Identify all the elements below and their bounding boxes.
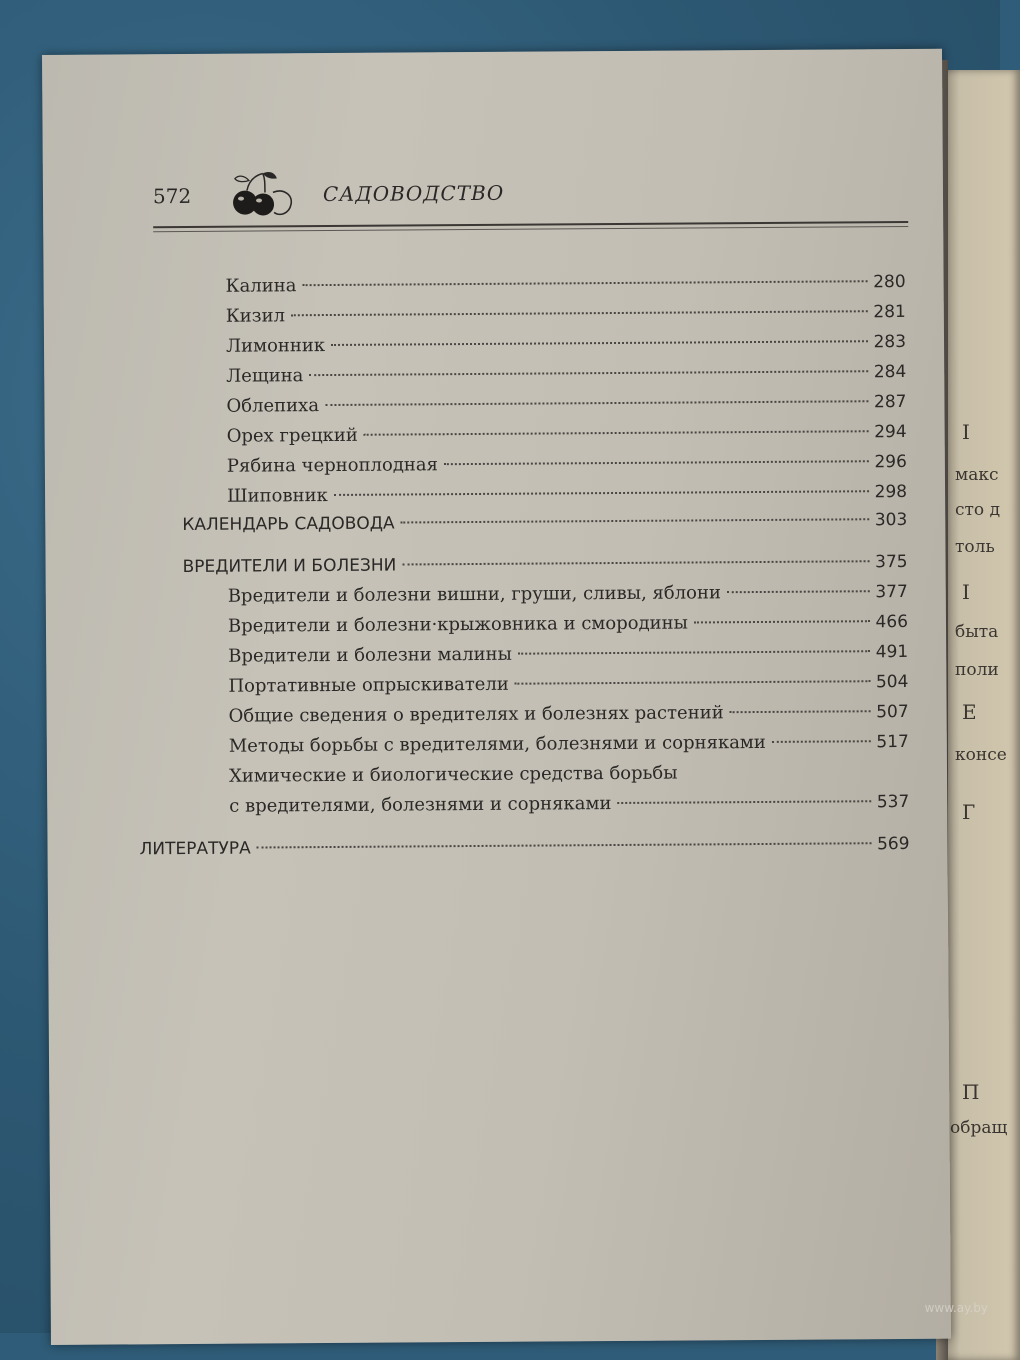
table-of-contents (136, 269, 910, 860)
toc-entry-page: 491 (875, 641, 909, 663)
facing-page-fragment: консе (955, 745, 1007, 765)
toc-entry-label: Вредители и болезни вишни, груши, сливы, яблони (227, 582, 722, 607)
toc-entry-label: Кизил (225, 305, 286, 327)
toc-entry-label: Методы борьбы с вредителями, болезнями и сорняками (228, 731, 766, 757)
facing-page-fragment: макс (955, 465, 999, 485)
watermark: www.ay.by (924, 1301, 988, 1315)
facing-page-fragment: обращ (950, 1118, 1008, 1138)
toc-entry (227, 419, 907, 450)
toc-leader-dots (291, 310, 867, 316)
toc-entry-label: Лимонник (225, 335, 326, 357)
toc-entry-page: 507 (876, 701, 909, 723)
toc-leader-dots (334, 490, 869, 496)
toc-entry (229, 789, 909, 820)
toc-entry (227, 449, 907, 480)
toc-entry-page: 517 (876, 731, 909, 753)
toc-entry-label: Шиповник (227, 485, 328, 507)
toc-entry (228, 639, 908, 670)
toc-leader-dots (617, 800, 870, 804)
toc-entry-page: 377 (875, 581, 908, 603)
toc-entry-page: 283 (873, 331, 907, 353)
toc-entry-page: 504 (875, 671, 909, 693)
toc-entry-label: КАЛЕНДАРЬ САДОВОДА (182, 513, 395, 536)
toc-entry (226, 389, 906, 420)
toc-entry-chapter (182, 549, 907, 580)
toc-entry-label: Рябина черноплодная (226, 454, 439, 477)
toc-leader-dots (694, 620, 870, 623)
toc-entry-page: 281 (873, 301, 906, 323)
toc-entry-label: Лещина (226, 365, 304, 387)
toc-entry-label: с вредителями, болезнями и сорняками (229, 793, 612, 817)
facing-page-fragment: I (962, 420, 970, 444)
toc-entry (226, 269, 906, 300)
toc-entry (229, 729, 909, 760)
toc-entry-label: Орех грецкий (226, 424, 358, 447)
toc-leader-dots (331, 340, 867, 346)
toc-entry (228, 609, 908, 640)
toc-entry-page: 296 (874, 451, 907, 473)
toc-entry-page: 303 (874, 509, 908, 531)
section-title: САДОВОДСТВО (322, 180, 505, 207)
facing-page-fragment: E (962, 700, 977, 724)
toc-entry-page: 375 (875, 551, 908, 573)
toc-entry (226, 359, 906, 390)
toc-leader-dots (401, 518, 869, 523)
toc-leader-dots (515, 680, 870, 684)
toc-entry-page: 569 (877, 833, 910, 855)
facing-page-fragment: поли (955, 660, 999, 680)
toc-leader-dots (325, 400, 868, 406)
toc-entry-label: Портативные опрыскиватели (228, 673, 509, 697)
toc-leader-dots (772, 740, 870, 743)
toc-entry-page: 280 (873, 271, 906, 293)
toc-leader-dots (364, 430, 868, 436)
facing-page-fragment: быта (955, 622, 999, 642)
facing-page-fragment: П (962, 1080, 980, 1104)
toc-entry-chapter (182, 507, 907, 538)
toc-leader-dots (402, 560, 869, 565)
book-page (42, 49, 951, 1345)
toc-leader-dots (302, 280, 867, 286)
facing-page-fragment: толь (955, 537, 995, 557)
toc-leader-dots (309, 370, 867, 376)
toc-entry-page: 537 (876, 791, 910, 813)
toc-entry-page: 466 (875, 611, 909, 633)
toc-entry (228, 669, 908, 700)
toc-entry-page: 284 (873, 361, 907, 383)
toc-entry (227, 479, 907, 510)
facing-page-fragment: Г (962, 800, 976, 824)
facing-page-fragment: I (962, 580, 970, 604)
toc-entry-page: 298 (874, 481, 908, 503)
toc-leader-dots (730, 710, 870, 713)
facing-page (940, 70, 1020, 1360)
toc-entry-label: ВРЕДИТЕЛИ И БОЛЕЗНИ (182, 555, 397, 578)
toc-entry (226, 329, 906, 360)
toc-entry-label-line1: Химические и биологические средства борьбы (228, 762, 678, 787)
toc-leader-dots (727, 590, 869, 593)
toc-entry (226, 299, 906, 330)
toc-leader-dots (518, 650, 870, 654)
toc-entry-label: Вредители и болезни малины (228, 643, 513, 667)
toc-entry (229, 699, 909, 730)
page-number: 572 (152, 183, 192, 209)
toc-entry (228, 579, 908, 610)
cherries-icon (225, 170, 295, 218)
toc-entry-chapter (139, 831, 909, 862)
toc-entry-label: Вредители и болезни·крыжовника и смородины (227, 612, 689, 637)
toc-entry-label: Общие сведения о вредителях и болезнях растений (228, 702, 724, 727)
toc-entry-page: 287 (873, 391, 907, 413)
toc-entry-label: Облепиха (226, 395, 320, 417)
toc-entry-label: Калина (225, 275, 297, 297)
toc-leader-dots (444, 460, 868, 465)
toc-leader-dots (257, 842, 871, 848)
toc-entry-page: 294 (874, 421, 907, 443)
facing-page-fragment: сто д (955, 500, 1001, 520)
toc-entry-label: ЛИТЕРАТУРА (139, 838, 251, 860)
